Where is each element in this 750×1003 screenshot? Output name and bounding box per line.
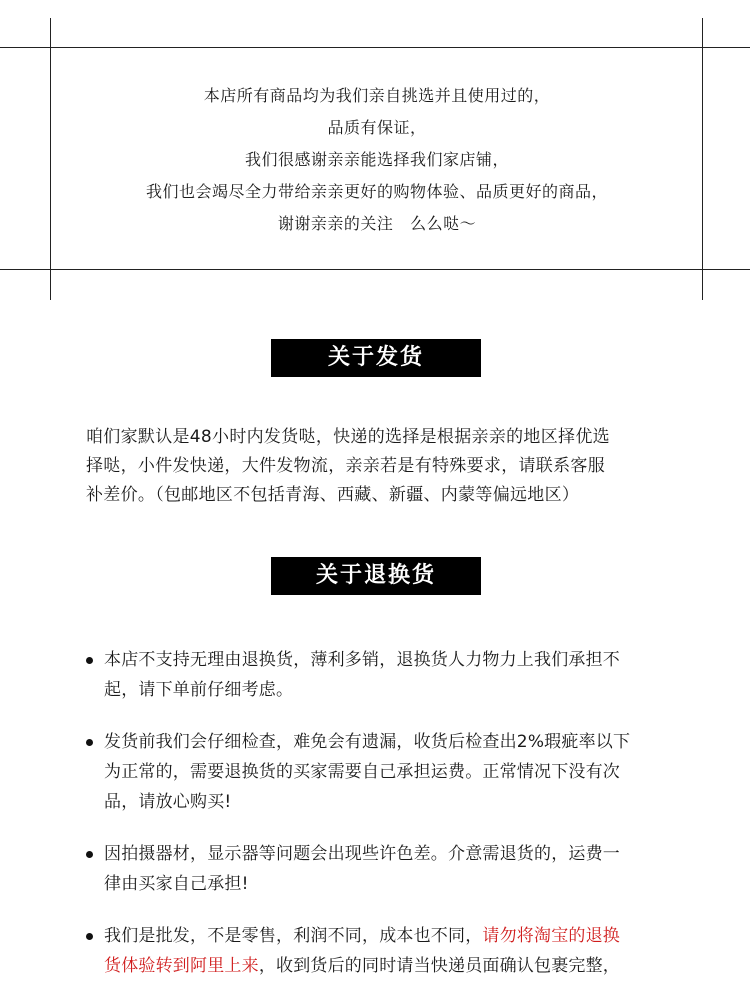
shipping-title: 关于发货 <box>271 339 481 377</box>
rule-line: 发货前我们会仔细检查，难免会有遗漏，收货后检查出2%瑕疵率以下 <box>104 732 631 752</box>
intro-line: 谢谢亲亲的关注 么么哒～ <box>277 214 477 233</box>
rule-text: 我们是批发，不是零售，利润不同，成本也不同， <box>104 926 483 946</box>
rule-line: 为正常的，需要退换货的买家需要自己承担运费。正常情况下没有次 <box>104 762 620 782</box>
frame-left-line <box>50 18 51 300</box>
returns-rules-list <box>86 645 686 1003</box>
shipping-line: 择哒，小件发快递，大件发物流，亲亲若是有特殊要求，请联系客服 <box>86 456 605 476</box>
bullet-icon <box>86 657 93 664</box>
rule-highlight-text: 货体验转到阿里上来 <box>104 956 259 976</box>
intro-line: 品质有保证， <box>327 118 427 137</box>
frame-bottom-line <box>0 269 750 270</box>
bullet-icon <box>86 933 93 940</box>
frame-right-line <box>702 18 703 300</box>
rule-line <box>104 921 686 951</box>
frame-top-line <box>0 47 750 48</box>
rule-line <box>104 951 686 981</box>
bullet-icon <box>86 739 93 746</box>
shipping-paragraph <box>86 423 676 510</box>
rule-line: 品，请放心购买! <box>104 792 232 812</box>
bullet-icon <box>86 851 93 858</box>
returns-rule <box>86 839 686 899</box>
rule-line: 起，请下单前仔细考虑。 <box>104 680 294 700</box>
intro-line: 我们也会竭尽全力带给亲亲更好的购物体验、品质更好的商品， <box>145 182 608 201</box>
rule-text: ，收到货后的同时请当快递员面确认包裹完整， <box>258 956 621 976</box>
rule-highlight-text: 请勿将淘宝的退换 <box>482 926 621 946</box>
returns-title: 关于退换货 <box>271 557 481 595</box>
shipping-line: 咱们家默认是48小时内发货哒，快递的选择是根据亲亲的地区择优选 <box>86 427 610 447</box>
returns-rule <box>86 727 686 817</box>
intro-frame <box>0 0 750 300</box>
rule-line: 因拍摄器材，显示器等问题会出现些许色差。介意需退货的，运费一 <box>104 844 620 864</box>
intro-line: 本店所有商品均为我们亲自挑选并且使用过的， <box>203 86 551 105</box>
rule-line: 律由买家自己承担! <box>104 874 249 894</box>
intro-line: 我们很感谢亲亲能选择我们家店铺， <box>244 150 509 169</box>
returns-rule <box>86 921 686 981</box>
intro-text <box>52 80 702 240</box>
shipping-line: 补差价。（包邮地区不包括青海、西藏、新疆、内蒙等偏远地区） <box>86 485 580 505</box>
returns-rule <box>86 645 686 705</box>
rule-line: 本店不支持无理由退换货，薄利多销，退换货人力物力上我们承担不 <box>104 650 620 670</box>
